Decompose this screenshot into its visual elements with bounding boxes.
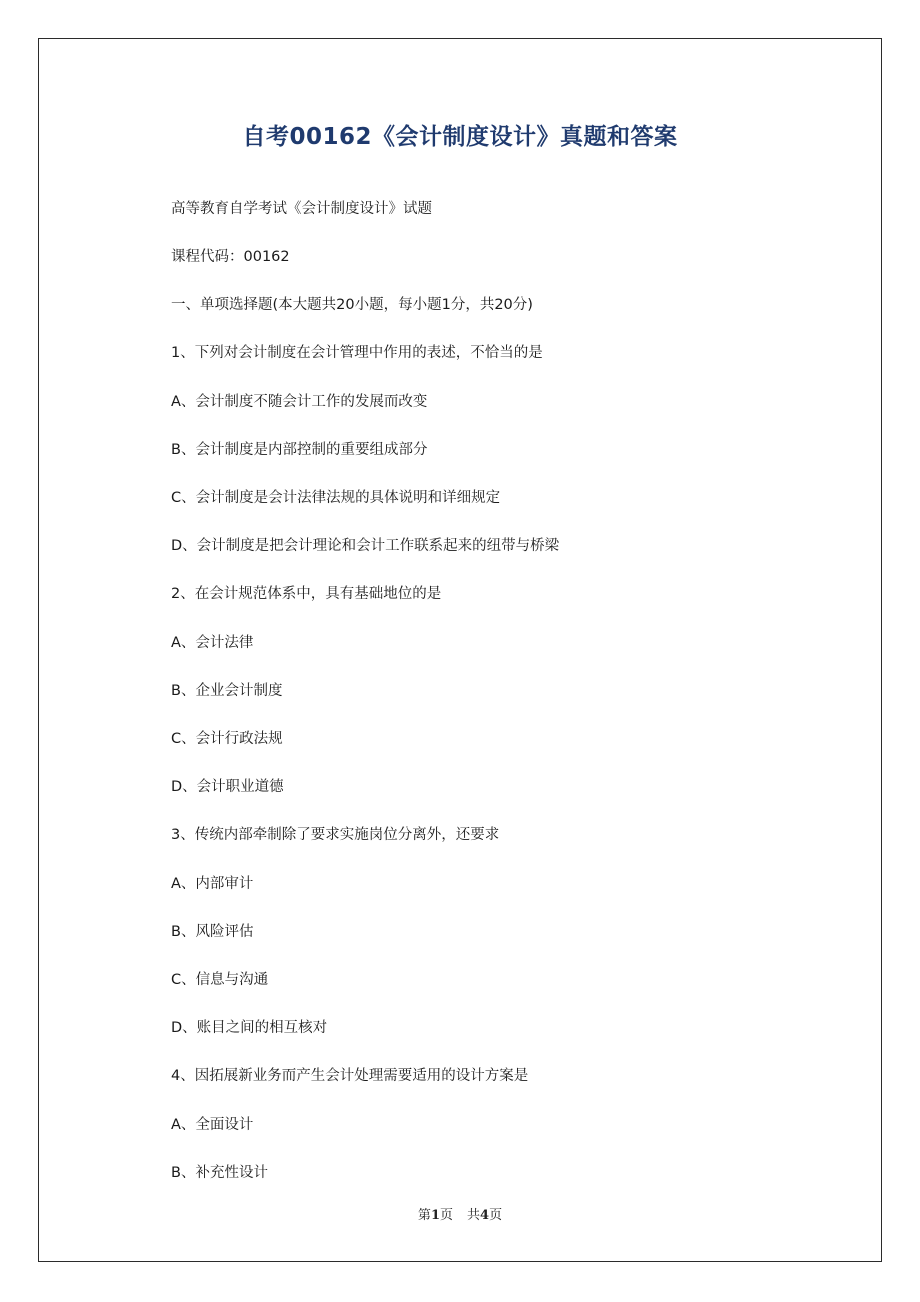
page-footer [0, 1206, 920, 1226]
question-2-option-a: A、会计法律 [171, 635, 254, 651]
question-2-option-b: B、企业会计制度 [171, 683, 283, 699]
question-1-option-b: B、会计制度是内部控制的重要组成部分 [171, 442, 428, 458]
exam-heading: 高等教育自学考试《会计制度设计》试题 [171, 201, 432, 217]
question-3-option-b: B、风险评估 [171, 924, 254, 940]
question-3-option-a: A、内部审计 [171, 876, 254, 892]
question-1-option-c: C、会计制度是会计法律法规的具体说明和详细规定 [171, 490, 501, 506]
question-4-option-a: A、全面设计 [171, 1117, 254, 1133]
question-3-option-c: C、信息与沟通 [171, 972, 269, 988]
document-title: 自考00162《会计制度设计》真题和答案 [242, 124, 678, 150]
footer-total-prefix: 共 [467, 1208, 481, 1223]
section-heading: 一、单项选择题(本大题共20小题，每小题1分，共20分) [171, 297, 533, 313]
question-3: 3、传统内部牵制除了要求实施岗位分离外，还要求 [171, 827, 500, 843]
question-2-option-c: C、会计行政法规 [171, 731, 283, 747]
footer-total-pages: 4 [480, 1208, 490, 1223]
footer-page-number: 1 [430, 1208, 440, 1223]
footer-page-prefix: 第 [417, 1208, 431, 1223]
question-1-option-a: A、会计制度不随会计工作的发展而改变 [171, 394, 428, 410]
question-4-option-b: B、补充性设计 [171, 1165, 268, 1181]
question-3-option-d: D、账目之间的相互核对 [171, 1020, 328, 1036]
question-2-option-d: D、会计职业道德 [171, 779, 284, 795]
footer-total-suffix: 页 [489, 1208, 503, 1223]
question-4: 4、因拓展新业务而产生会计处理需要适用的设计方案是 [171, 1068, 529, 1084]
question-2: 2、在会计规范体系中，具有基础地位的是 [171, 586, 442, 602]
footer-page-suffix: 页 [439, 1208, 453, 1223]
course-code: 课程代码：00162 [171, 249, 290, 265]
question-1-option-d: D、会计制度是把会计理论和会计工作联系起来的纽带与桥梁 [171, 538, 560, 554]
question-1: 1、下列对会计制度在会计管理中作用的表述，不恰当的是 [171, 345, 543, 361]
